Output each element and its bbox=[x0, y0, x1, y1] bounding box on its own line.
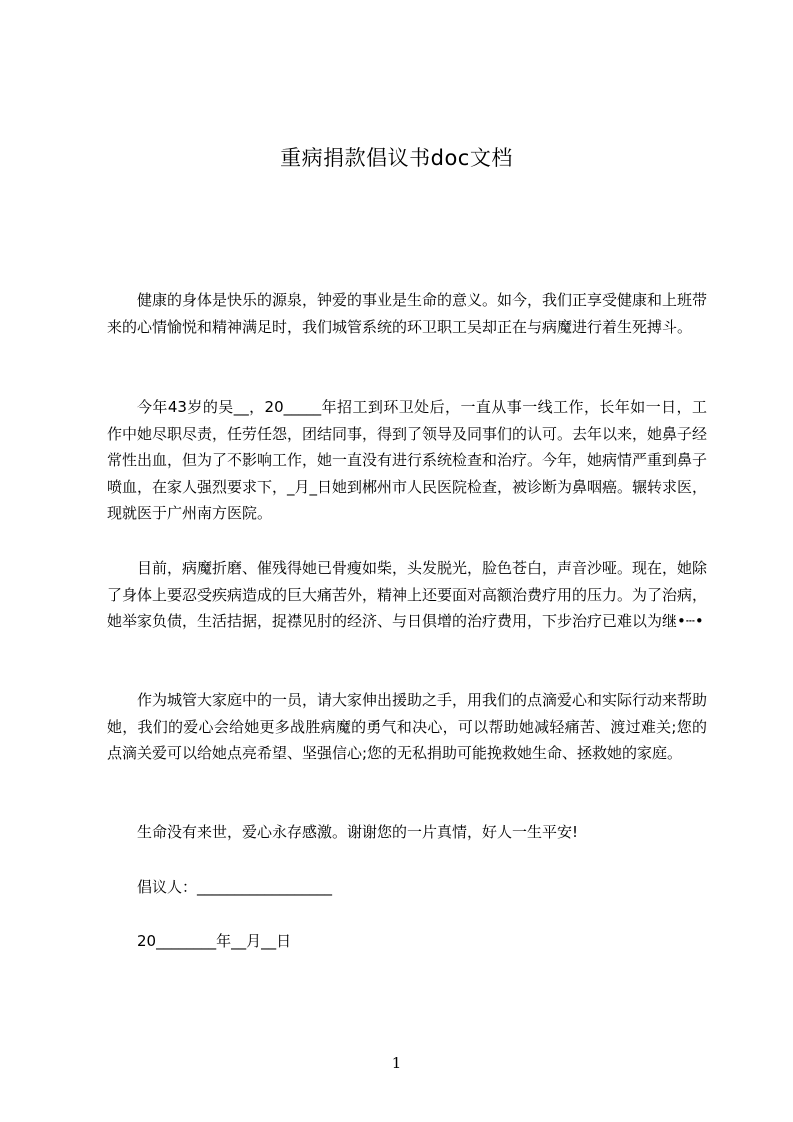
paragraph-condition: 目前，病魔折磨、催残得她已骨瘦如柴，头发脱光，脸色苍白，声音沙哑。现在，她除了身体上要忍受疾病造成的巨大痛苦外，精神上还要面对高额治费疗用的压力。为了治病，她举家负债，生活拮据，捉襟见肘的经济、与日俱增的治疗费用，下步治疗已难以为继•┄• bbox=[107, 559, 708, 630]
page-number: 1 bbox=[391, 1054, 402, 1072]
date-line: 20________年__月__日 bbox=[137, 932, 292, 950]
closing-line: 生命没有来世，爱心永存感激。谢谢您的一片真情，好人一生平安! bbox=[137, 823, 579, 841]
document-title: 重病捐款倡议书doc文档 bbox=[280, 146, 513, 170]
signature-line: 倡议人：__________________ bbox=[137, 878, 333, 896]
paragraph-background: 今年43岁的吴__，20_____年招工到环卫处后，一直从事一线工作，长年如一日，工作中她尽职尽责，任劳任怨，团结同事，得到了领导及同事们的认可。去年以来，她鼻子经常性出血，但为了不影响工作，她一直没有进行系统检查和治疗。今年，她病情严重到鼻子喷血，在家人强烈要求下，_月_日她到郴州市人民医院检查，被诊断为鼻咽癌。辗转求医，现就医于广州南方医院。 bbox=[107, 398, 708, 522]
paragraph-intro: 健康的身体是快乐的源泉，钟爱的事业是生命的意义。如今，我们正享受健康和上班带来的心情愉悦和精神满足时，我们城管系统的环卫职工吴却正在与病魔进行着生死搏斗。 bbox=[107, 291, 708, 336]
paragraph-appeal: 作为城管大家庭中的一员，请大家伸出援助之手，用我们的点滴爱心和实际行动来帮助她，我们的爱心会给她更多战胜病魔的勇气和决心，可以帮助她减轻痛苦、渡过难关;您的点滴关爱可以给她点亮希望、坚强信心;您的无私捐助可能挽救她生命、拯救她的家庭。 bbox=[107, 691, 708, 762]
